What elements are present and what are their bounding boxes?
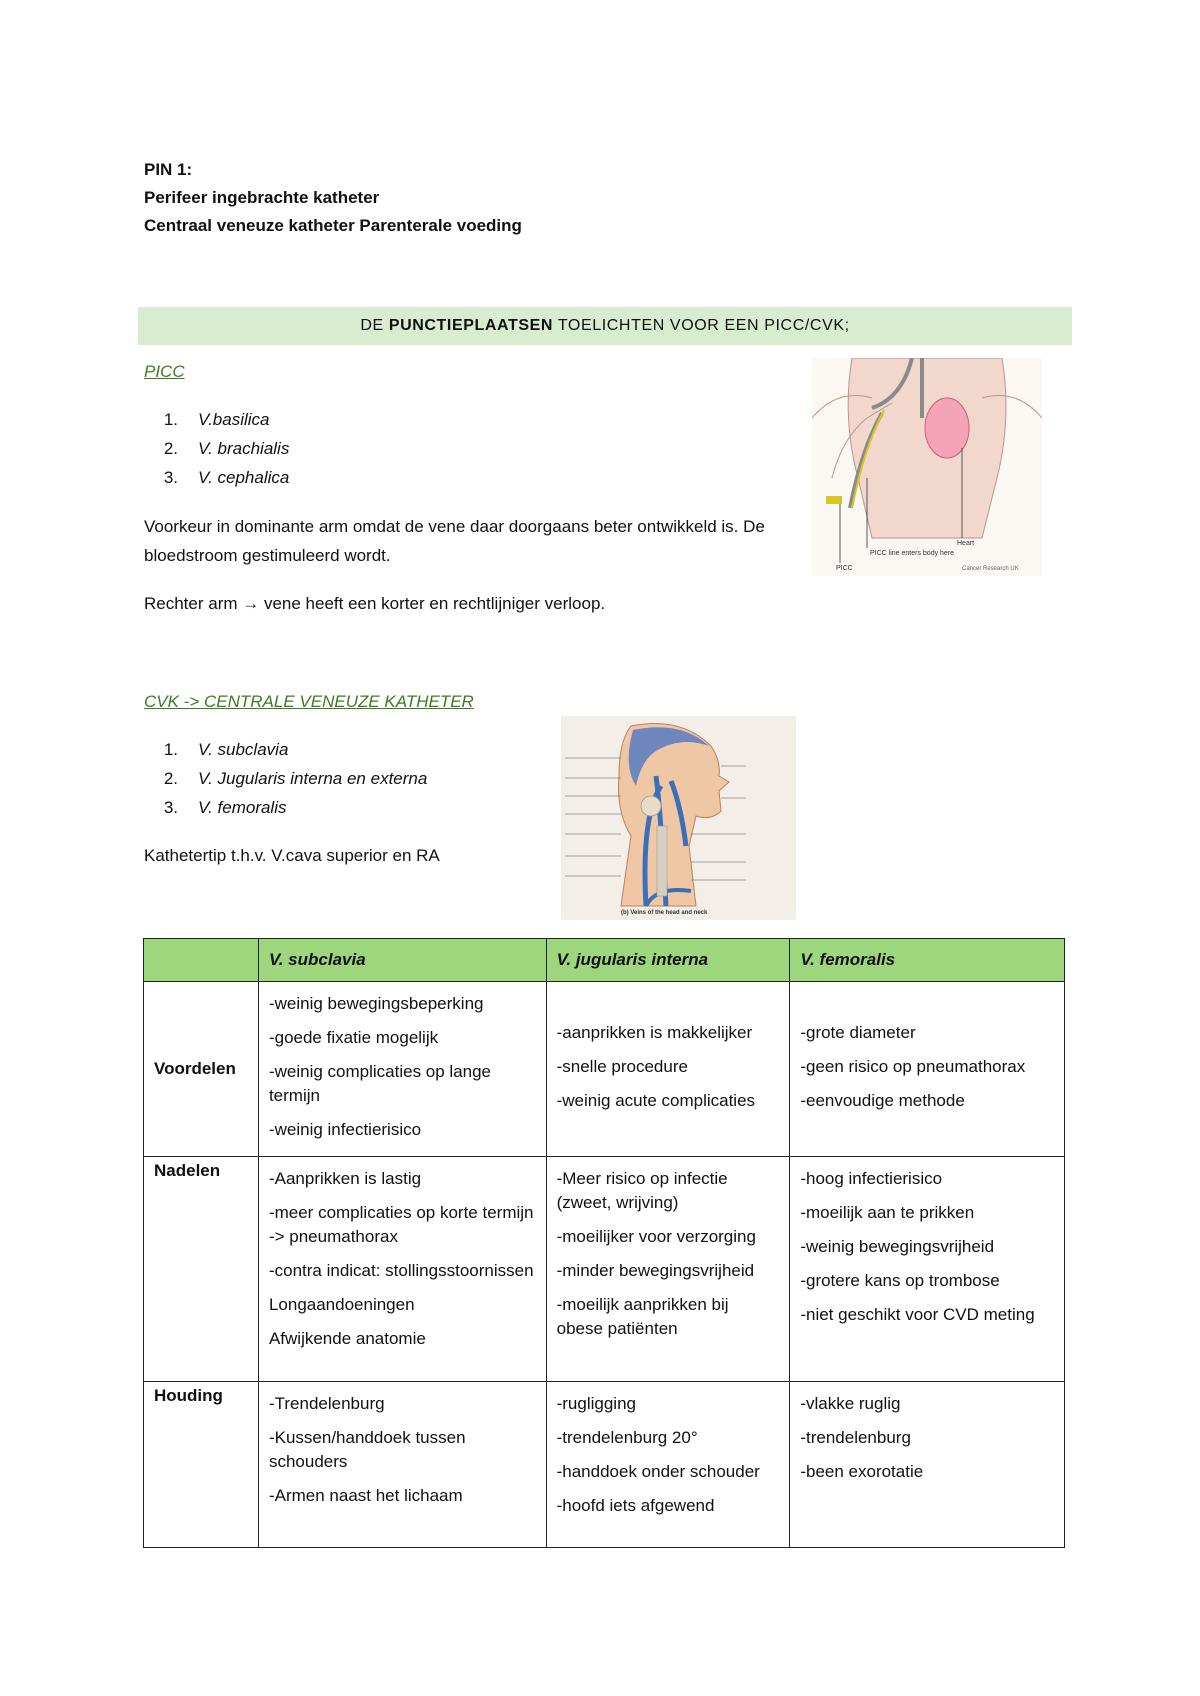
cell-line: -moeilijk aan te prikken — [800, 1203, 975, 1222]
figure-label-line: PICC line enters body here — [870, 550, 955, 557]
table-cell — [258, 1382, 546, 1548]
cell-line: -weinig infectierisico — [268, 1120, 422, 1139]
table-row — [144, 1382, 1065, 1548]
cell-line: -moeilijk aanprikken bij obese patiënten — [556, 1295, 729, 1338]
cell-line: -Kussen/handdoek tussen schouders — [268, 1428, 466, 1471]
cell-line: -trendelenburg 20° — [556, 1428, 698, 1447]
figure-caption: (b) Veins of the head and neck — [621, 910, 708, 916]
cell-line: -Armen naast het lichaam — [268, 1486, 463, 1505]
cell-line: -Meer risico op infectie (zweet, wrijving) — [556, 1169, 728, 1212]
cell-line: -niet geschikt voor CVD meting — [800, 1305, 1035, 1324]
cell-line: -grotere kans op trombose — [800, 1271, 1000, 1290]
right-arrow-icon: → — [242, 594, 260, 613]
cell-line: -geen risico op pneumathorax — [800, 1057, 1026, 1076]
header-cell-femoralis: V. femoralis — [790, 939, 1065, 982]
cell-line: -trendelenburg — [800, 1428, 911, 1447]
cell-line: -goede fixatie mogelijk — [268, 1028, 439, 1047]
header-line-1: PIN 1: — [144, 160, 193, 179]
table-cell — [790, 1157, 1065, 1382]
cell-line: -moeilijker voor verzorging — [556, 1227, 756, 1246]
row-label-houding: Houding — [144, 1382, 259, 1548]
cvk-list — [144, 735, 427, 822]
cvk-paragraph: Kathetertip t.h.v. V.cava superior en RA — [144, 846, 440, 865]
cvk-item-3: V. femoralis — [198, 798, 287, 817]
figure-label-picc: PICC — [836, 565, 853, 572]
banner-post: TOELICHTEN VOOR EEN PICC/CVK; — [553, 317, 850, 334]
cvk-figure — [561, 716, 796, 920]
list-item: 2. V. brachialis — [144, 434, 289, 463]
header-cell-empty — [144, 939, 259, 982]
section-banner — [138, 307, 1072, 345]
figure-credit: Cancer Research UK — [962, 566, 1019, 572]
cell-line: -handdoek onder schouder — [556, 1462, 760, 1481]
table-cell — [546, 982, 790, 1157]
cell-line: -minder bewegingsvrijheid — [556, 1261, 755, 1280]
picc-title: PICC — [144, 362, 185, 381]
cell-line: -aanprikken is makkelijker — [556, 1023, 753, 1042]
table-cell — [258, 982, 546, 1157]
cell-line: -vlakke ruglig — [800, 1394, 901, 1413]
cell-line: -weinig bewegingsvrijheid — [800, 1237, 995, 1256]
cell-line: -been exorotatie — [800, 1462, 924, 1481]
cell-line: -rugligging — [556, 1394, 636, 1413]
cell-line: -contra indicat: stollingsstoornissen — [268, 1261, 534, 1280]
cell-line: -meer complicaties op korte termijn -> pneumathorax — [268, 1203, 534, 1246]
picc-item-2: V. brachialis — [198, 439, 290, 458]
picc-item-1: V.basilica — [198, 410, 270, 429]
banner-pre: DE — [360, 317, 389, 334]
picc-paragraph-2 — [144, 589, 605, 618]
document-header — [144, 156, 522, 240]
header-line-2: Perifeer ingebrachte katheter — [144, 188, 380, 207]
para2-text-a: Rechter arm — [144, 594, 243, 613]
cvk-title: CVK -> CENTRALE VENEUZE KATHETER — [144, 692, 474, 711]
header-cell-subclavia: V. subclavia — [258, 939, 546, 982]
cell-line: -Aanprikken is lastig — [268, 1169, 422, 1188]
list-item: 1. V.basilica — [144, 405, 289, 434]
cell-line: Afwijkende anatomie — [268, 1329, 426, 1348]
picc-paragraph-1: Voorkeur in dominante arm omdat de vene daar doorgaans beter ontwikkeld is. De bloedstroom gestimuleerd wordt. — [144, 517, 765, 565]
picc-figure — [812, 358, 1042, 576]
figure-label-heart: Heart — [957, 540, 975, 547]
cell-line: Longaandoeningen — [268, 1295, 415, 1314]
row-label-nadelen: Nadelen — [144, 1157, 259, 1382]
cvk-item-1: V. subclavia — [198, 740, 289, 759]
comparison-table — [143, 938, 1065, 1548]
cell-line: -snelle procedure — [556, 1057, 688, 1076]
list-item: 3. V. femoralis — [144, 793, 427, 822]
banner-bold: PUNCTIEPLAATSEN — [388, 317, 554, 334]
header-cell-jugularis: V. jugularis interna — [546, 939, 790, 982]
picc-item-3: V. cephalica — [198, 468, 290, 487]
cell-line: -weinig complicaties op lange termijn — [268, 1062, 492, 1105]
table-row — [144, 982, 1065, 1157]
cell-line: -hoog infectierisico — [800, 1169, 943, 1188]
row-label-voordelen: Voordelen — [144, 982, 259, 1157]
picc-illustration — [812, 358, 1042, 576]
list-item: 3. V. cephalica — [144, 463, 289, 492]
cell-line: -Trendelenburg — [268, 1394, 385, 1413]
list-item: 2. V. Jugularis interna en externa — [144, 764, 427, 793]
picc-list — [144, 405, 289, 492]
header-line-3: Centraal veneuze katheter Parenterale voeding — [144, 216, 522, 235]
table-cell — [258, 1157, 546, 1382]
cell-line: -weinig bewegingsbeperking — [268, 994, 484, 1013]
cvk-item-2: V. Jugularis interna en externa — [198, 769, 428, 788]
list-item: 1. V. subclavia — [144, 735, 427, 764]
table-cell — [790, 982, 1065, 1157]
para2-text-b: vene heeft een korter en rechtlijniger verloop. — [259, 594, 606, 613]
table-cell — [546, 1157, 790, 1382]
cell-line: -hoofd iets afgewend — [556, 1496, 715, 1515]
table-header-row — [144, 939, 1065, 982]
table-cell — [790, 1382, 1065, 1548]
cell-line: -weinig acute complicaties — [556, 1091, 756, 1110]
head-neck-veins-illustration — [561, 716, 796, 920]
cell-line: -eenvoudige methode — [800, 1091, 965, 1110]
table-row — [144, 1157, 1065, 1382]
cell-line: -grote diameter — [800, 1023, 916, 1042]
table-cell — [546, 1382, 790, 1548]
